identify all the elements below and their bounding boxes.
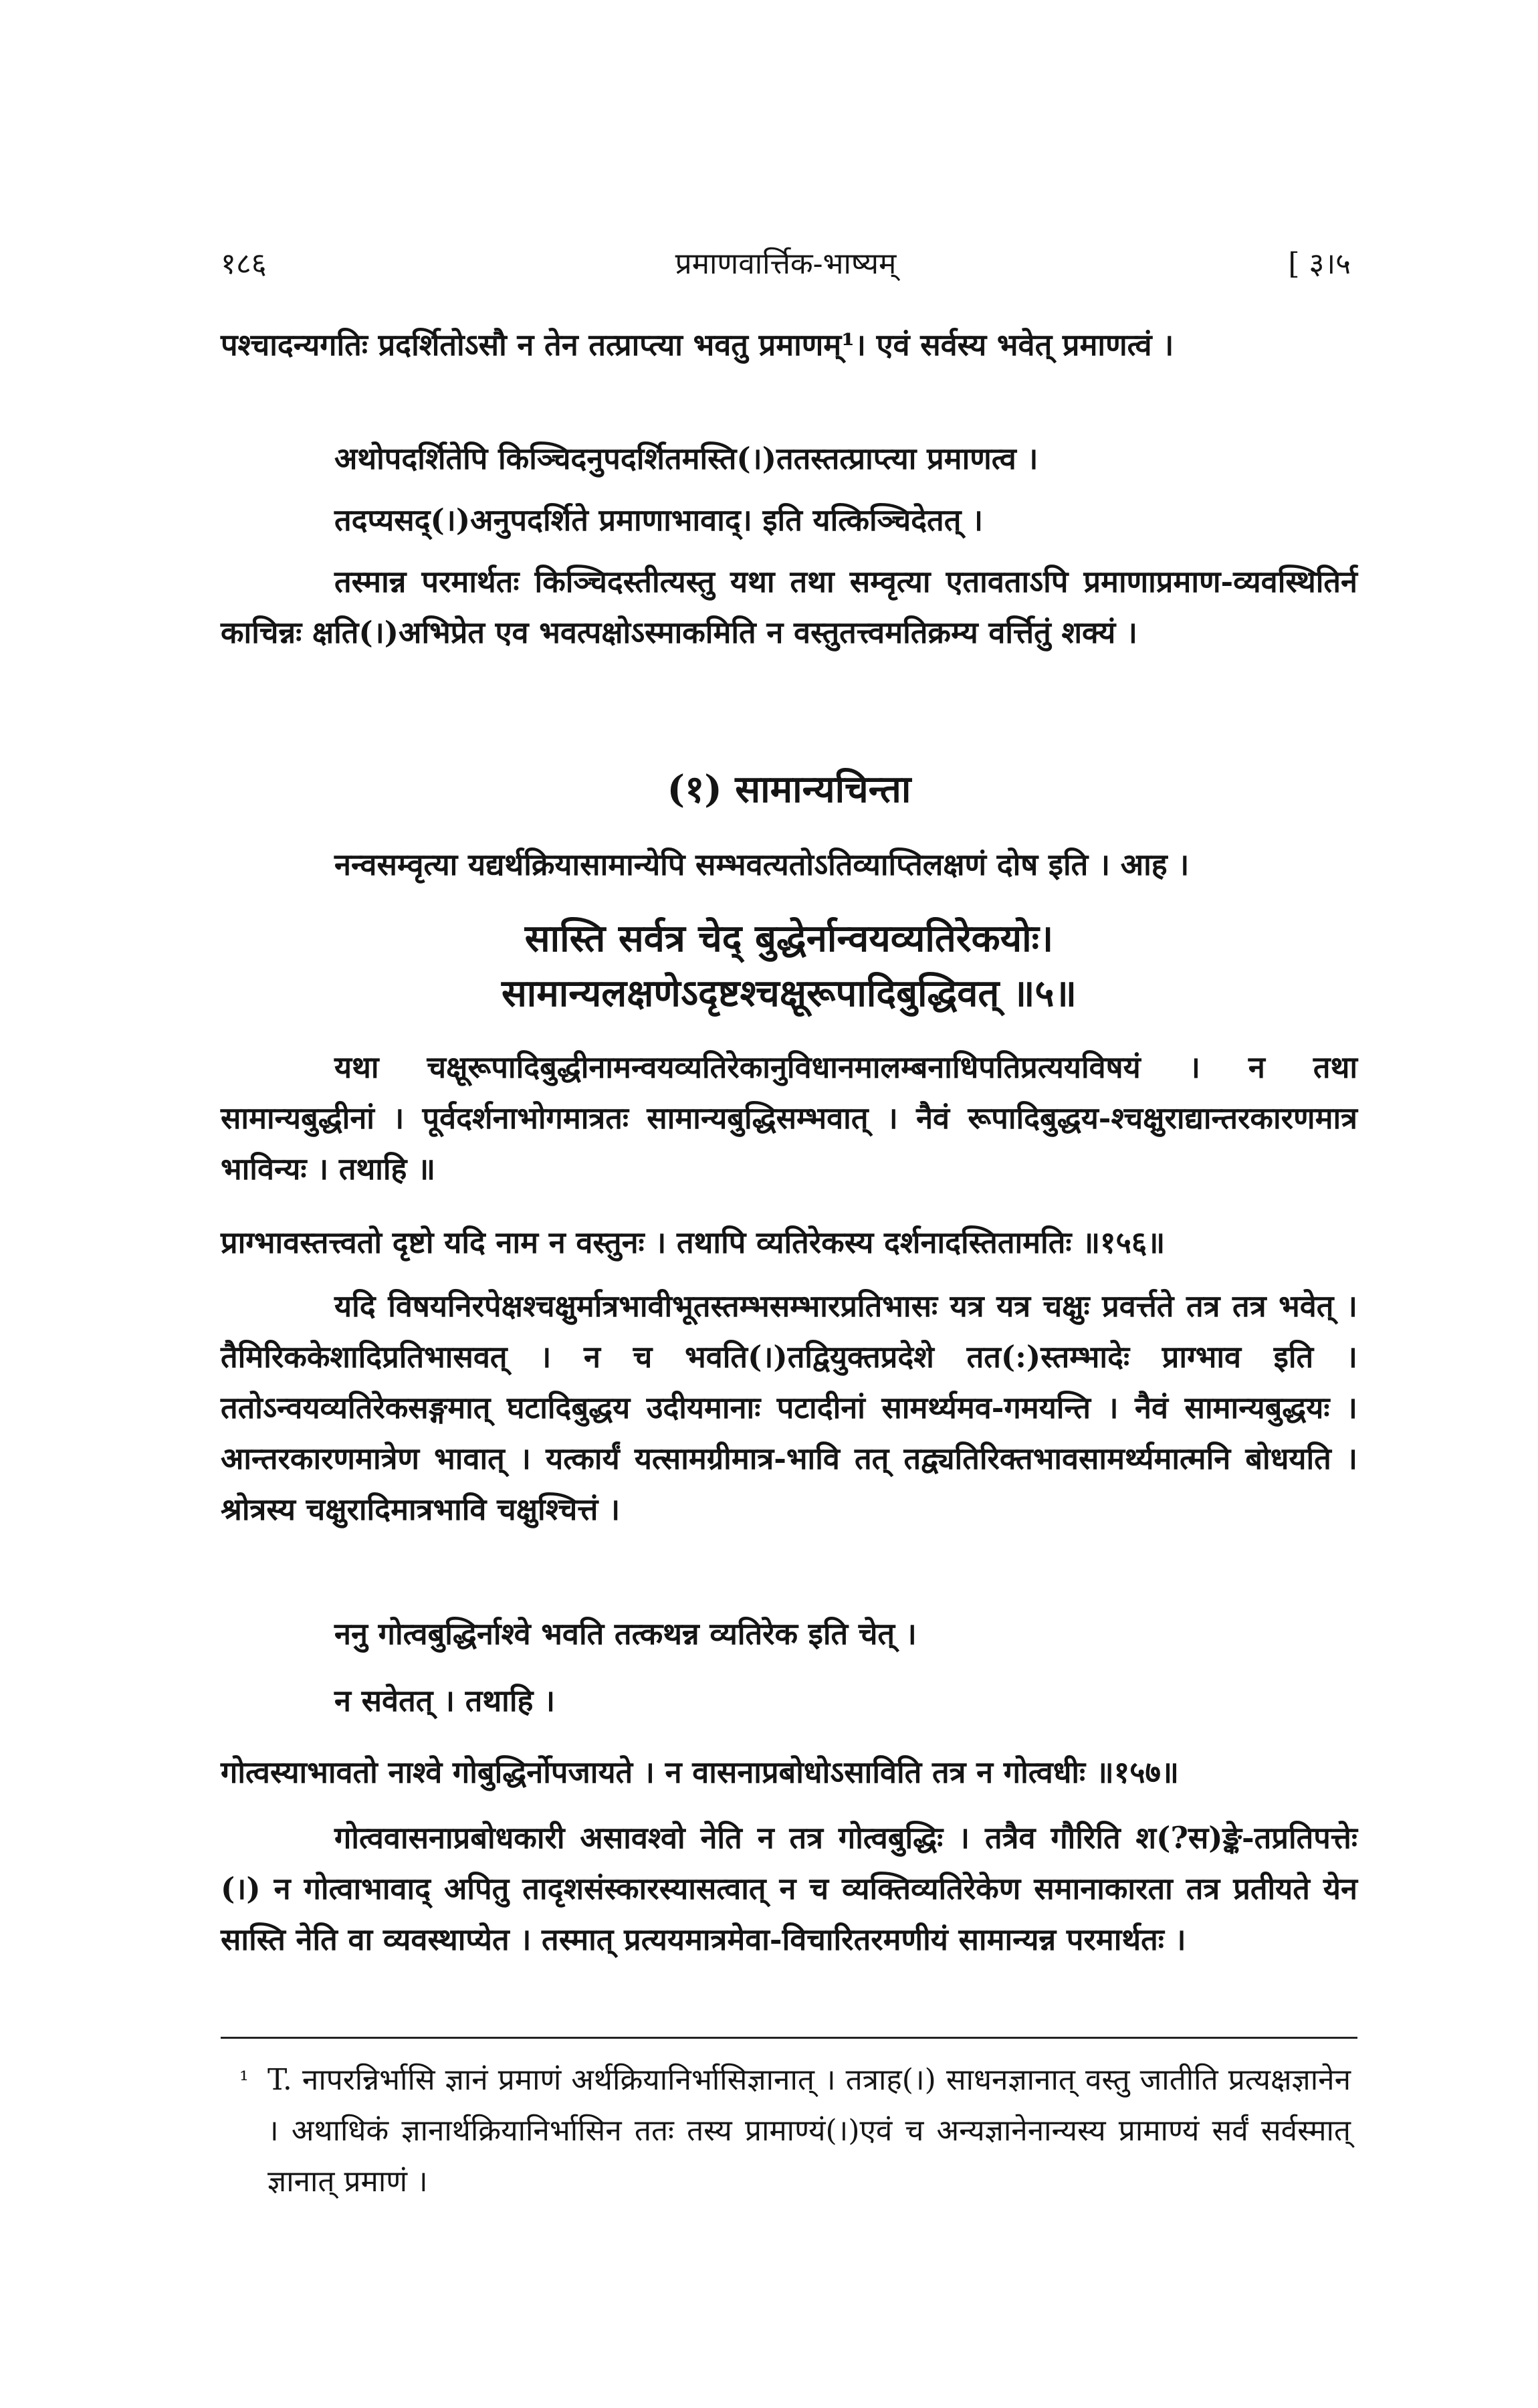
page-header	[221, 242, 1351, 289]
paragraph-9: न सवेतत् । तथाहि ।	[334, 1683, 556, 1718]
karika-157: गोत्वस्याभावतो नाश्वे गोबुद्धिर्नोपजायते । न वासनाप्रबोधोऽसाविति तत्र न गोत्वधीः ॥१५७॥	[221, 1754, 1179, 1790]
footnote-divider	[221, 2037, 1357, 2039]
section-reference: [ ३।५	[1288, 247, 1351, 281]
paragraph-6: यथा चक्षूरूपादिबुद्धीनामन्वयव्यतिरेकानुविधानमालम्बनाधिपतिप्रत्ययविषयं । न तथा सामान्यबुद्धीनां । पूर्वदर्शनाभोगमात्रतः सामान्यबुद्धिसम्भवात् । नैवं रूपादिबुद्धय-श्चक्षुराद्यान्तरकारणमात्र भाविन्यः । तथाहि ॥	[221, 1049, 1357, 1187]
footnote-text: T. नापरन्निर्भासि ज्ञानं प्रमाणं अर्थक्रियानिर्भासिज्ञानात् । तत्राह(।) साधनज्ञानात् वस्तु जातीति प्रत्यक्षज्ञानेन । अथाधिकं ज्ञानार्थक्रियानिर्भासिन ततः तस्य प्रामाण्यं(।)एवं च अन्यज्ञानेनान्यस्य प्रामाण्यं सर्वं सर्वस्मात् ज्ञानात् प्रमाणं ।	[267, 2063, 1351, 2199]
karika-156: प्राग्भावस्तत्त्वतो दृष्टो यदि नाम न वस्तुनः । तथापि व्यतिरेकस्य दर्शनादस्तितामतिः ॥१५६॥	[221, 1225, 1166, 1260]
paragraph-7: यदि विषयनिरपेक्षश्चक्षुर्मात्रभावीभूतस्तम्भसम्भारप्रतिभासः यत्र यत्र चक्षुः प्रवर्त्तते तत्र तत्र भवेत् । तैमिरिककेशादिप्रतिभासवत् । न च भवति(।)तद्वियुक्तप्रदेशे तत(:)स्तम्भादेः प्राग्भाव इति । ततोऽन्वयव्यतिरेकसङ्गमात् घटादिबुद्धय उदीयमानाः पटादीनां सामर्थ्यमव-गमयन्ति । नैवं सामान्यबुद्धयः । आन्तरकारणमात्रेण भावात् । यत्कार्यं यत्सामग्रीमात्र-भावि तत् तद्व्यतिरिक्तभावसामर्थ्यमात्मनि बोधयति । श्रोत्रस्य चक्षुरादिमात्रभावि चक्षुश्चित्तं ।	[221, 1288, 1357, 1527]
section-heading: (१) सामान्यचिन्ता	[667, 767, 911, 811]
page-number: १८६	[221, 247, 267, 281]
paragraph-3: तदप्यसद्(।)अनुपदर्शिते प्रमाणाभावाद्। इति यत्किञ्चिदेतत् ।	[334, 502, 984, 538]
paragraph-10: गोत्ववासनाप्रबोधकारी असावश्वो नेति न तत्र गोत्वबुद्धिः । तत्रैव गौरिति श(?स)ङ्के-तप्रतिपत्तेः (।) न गोत्वाभावाद् अपितु तादृशसंस्कारस्यासत्वात् न च व्यक्तिव्यतिरेकेण समानाकारता तत्र प्रतीयते येन सास्ति नेति वा व्यवस्थाप्येत । तस्मात् प्रत्ययमात्रमेवा-विचारितरमणीयं सामान्यन्न परमार्थतः ।	[221, 1820, 1357, 1957]
paragraph-2: अथोपदर्शितेपि किञ्चिदनुपदर्शितमस्ति(।)ततस्तत्प्राप्त्या प्रमाणत्व ।	[334, 441, 1038, 476]
footnote	[221, 2055, 1357, 2207]
paragraph-5: नन्वसम्वृत्या यद्यर्थक्रियासामान्येपि सम्भवत्यतोऽतिव्याप्तिलक्षणं दोष इति । आह ।	[334, 847, 1190, 882]
verse-line-2: सामान्यलक्षणेऽदृष्टश्चक्षूरूपादिबुद्धिवत् ॥५॥	[501, 971, 1077, 1015]
footnote-mark: ¹	[239, 2067, 249, 2094]
verse-block	[221, 911, 1357, 1021]
paragraph-4: तस्मान्न परमार्थतः किञ्चिदस्तीत्यस्तु यथा तथा सम्वृत्या एतावताऽपि प्रमाणाप्रमाण-व्यवस्थितिर्न काचिन्नः क्षति(।)अभिप्रेत एव भवत्पक्षोऽस्माकमिति न वस्तुतत्त्वमतिक्रम्य वर्त्तितुं शक्यं ।	[221, 564, 1357, 650]
paragraph-8: ननु गोत्वबुद्धिर्नाश्वे भवति तत्कथन्न व्यतिरेक इति चेत् ।	[334, 1616, 917, 1651]
running-title: प्रमाणवार्त्तिक-भाष्यम्	[675, 247, 897, 281]
paragraph-1: पश्चादन्यगतिः प्रदर्शितोऽसौ न तेन तत्प्राप्त्या भवतु प्रमाणम्¹। एवं सर्वस्य भवेत् प्रमाणत्वं ।	[221, 327, 1174, 363]
verse-line-1: सास्ति सर्वत्र चेद् बुद्धेर्नान्वयव्यतिरेकयोः।	[524, 916, 1054, 961]
